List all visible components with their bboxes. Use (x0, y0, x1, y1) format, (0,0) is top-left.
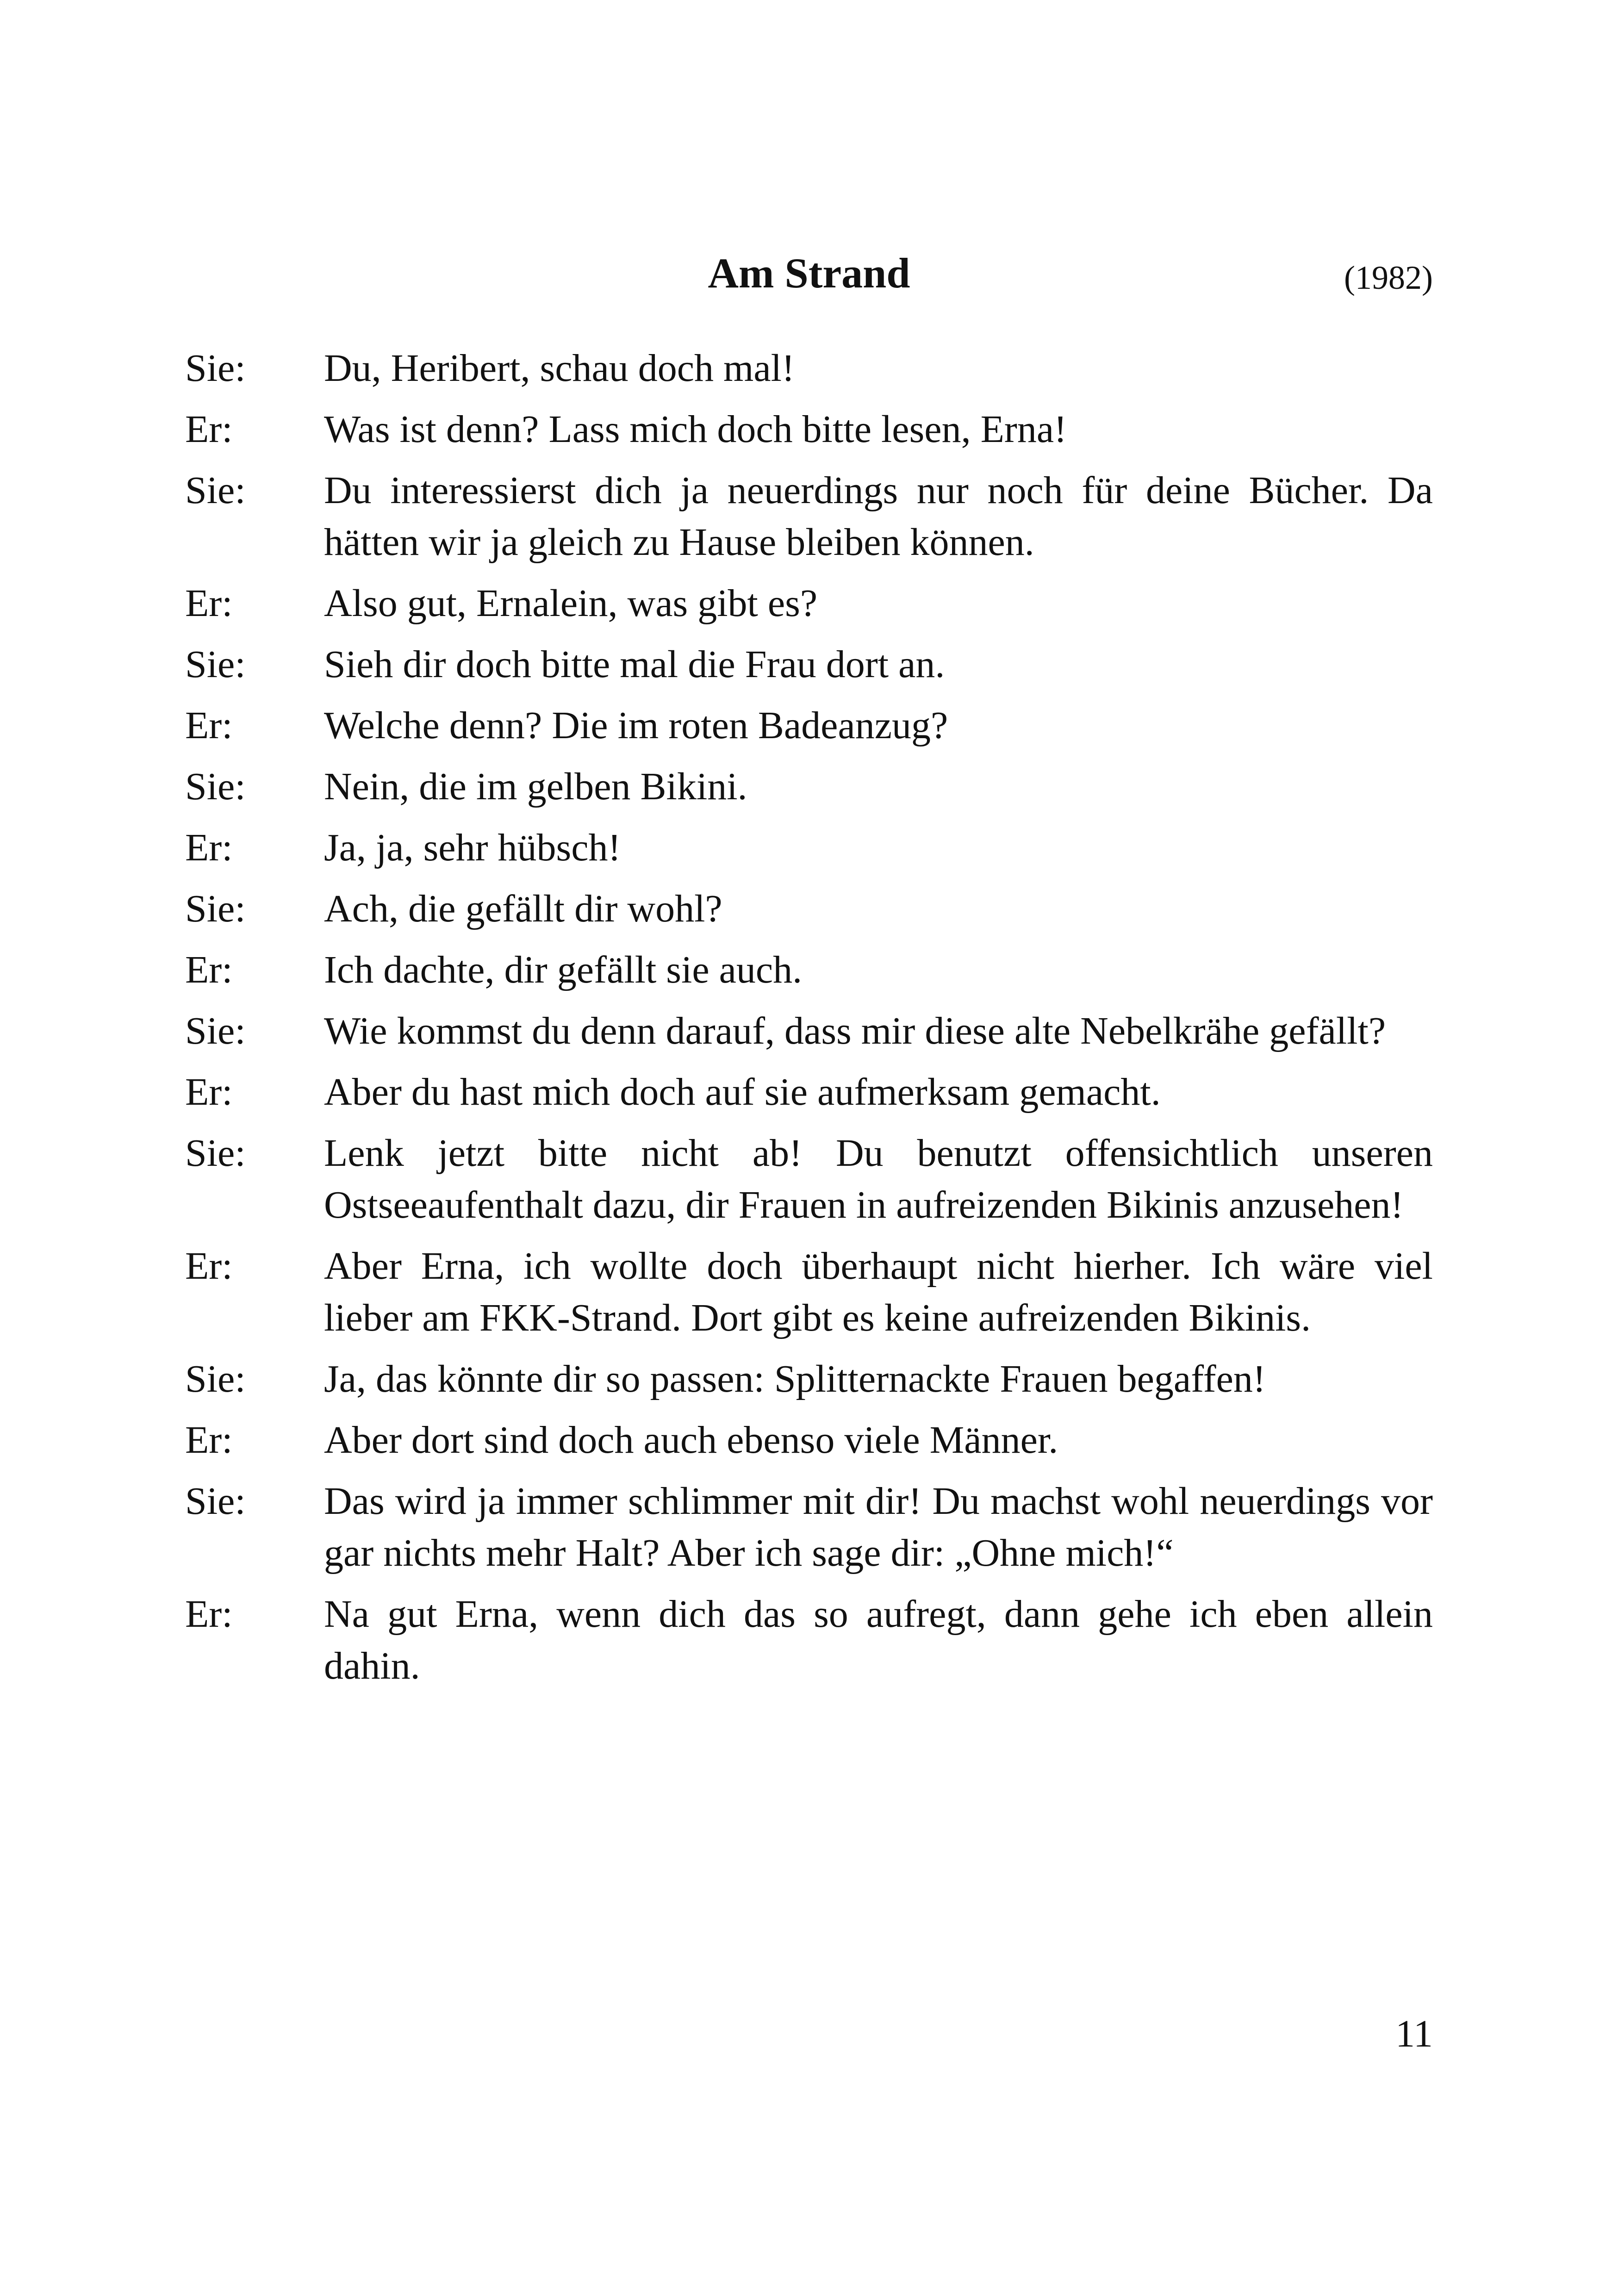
dialogue-line (185, 1353, 1433, 1405)
speaker-label: Er: (185, 1419, 233, 1462)
dialogue-text: Also gut, Ernalein, was gibt es? (324, 582, 818, 625)
dialogue-line (185, 1240, 1433, 1344)
dialogue-line (185, 700, 1433, 752)
dialogue-line (185, 578, 1433, 629)
speaker-label: Sie: (185, 1357, 246, 1400)
speaker-label: Sie: (185, 643, 246, 686)
speaker-label: Sie: (185, 765, 246, 808)
speaker-label: Er: (185, 1070, 233, 1114)
speaker-label: Sie: (185, 347, 246, 390)
dialogue-line (185, 639, 1433, 691)
dialogue (185, 342, 1433, 1692)
speaker-label: Sie: (185, 1480, 246, 1523)
speaker-label: Sie: (185, 887, 246, 930)
dialogue-line (185, 761, 1433, 813)
dialogue-line (185, 1475, 1433, 1579)
dialogue-text: Aber du hast mich doch auf sie aufmerksam gemacht. (324, 1070, 1161, 1114)
dialogue-line (185, 404, 1433, 455)
dialogue-line (185, 883, 1433, 935)
speaker-label: Er: (185, 948, 233, 991)
dialogue-line (185, 944, 1433, 996)
dialogue-text: Na gut Erna, wenn dich das so aufregt, dann gehe ich eben allein dahin. (324, 1593, 1433, 1687)
speaker-label: Sie: (185, 1009, 246, 1052)
speaker-label: Er: (185, 1593, 233, 1636)
dialogue-text: Aber dort sind doch auch ebenso viele Männer. (324, 1419, 1058, 1462)
speaker-label: Er: (185, 1244, 233, 1288)
speaker-label: Er: (185, 704, 233, 747)
dialogue-line (185, 822, 1433, 874)
dialogue-text: Was ist denn? Lass mich doch bitte lesen, Erna! (324, 408, 1067, 451)
dialogue-text: Das wird ja immer schlimmer mit dir! Du machst wohl neuerdings vor gar nichts mehr Halt? Aber ich sage dir: „Ohne mich!“ (324, 1480, 1433, 1574)
dialogue-text: Du interessierst dich ja neuerdings nur noch für deine Bücher. Da hätten wir ja gleich zu Hause bleiben können. (324, 469, 1433, 564)
dialogue-line (185, 1414, 1433, 1466)
speaker-label: Er: (185, 826, 233, 869)
speaker-label: Sie: (185, 469, 246, 512)
speaker-label: Er: (185, 408, 233, 451)
dialogue-text: Ach, die gefällt dir wohl? (324, 887, 722, 930)
dialogue-text: Nein, die im gelben Bikini. (324, 765, 747, 808)
dialogue-text: Aber Erna, ich wollte doch überhaupt nicht hierher. Ich wäre viel lieber am FKK-Strand. Dort gibt es keine aufreizenden Bikinis. (324, 1244, 1433, 1339)
dialogue-line (185, 465, 1433, 568)
speaker-label: Er: (185, 582, 233, 625)
page-title: Am Strand (708, 249, 910, 297)
dialogue-line (185, 1588, 1433, 1692)
speaker-label: Sie: (185, 1132, 246, 1175)
dialogue-text: Wie kommst du denn darauf, dass mir diese alte Nebelkrähe gefällt? (324, 1009, 1386, 1052)
dialogue-line (185, 1127, 1433, 1231)
dialogue-line (185, 1066, 1433, 1118)
year-label: (1982) (1344, 259, 1433, 296)
dialogue-text: Ja, das könnte dir so passen: Splitternackte Frauen begaffen! (324, 1357, 1266, 1400)
dialogue-line (185, 342, 1433, 394)
dialogue-line (185, 1005, 1433, 1057)
dialogue-text: Welche denn? Die im roten Badeanzug? (324, 704, 948, 747)
dialogue-text: Lenk jetzt bitte nicht ab! Du benutzt offensichtlich unseren Ostseeaufenthalt dazu, dir Frauen in aufreizenden Bikinis anzusehen! (324, 1132, 1433, 1226)
page-number: 11 (1395, 2012, 1433, 2055)
dialogue-text: Ja, ja, sehr hübsch! (324, 826, 621, 869)
dialogue-text: Du, Heribert, schau doch mal! (324, 347, 795, 390)
dialogue-text: Ich dachte, dir gefällt sie auch. (324, 948, 803, 991)
dialogue-text: Sieh dir doch bitte mal die Frau dort an. (324, 643, 945, 686)
